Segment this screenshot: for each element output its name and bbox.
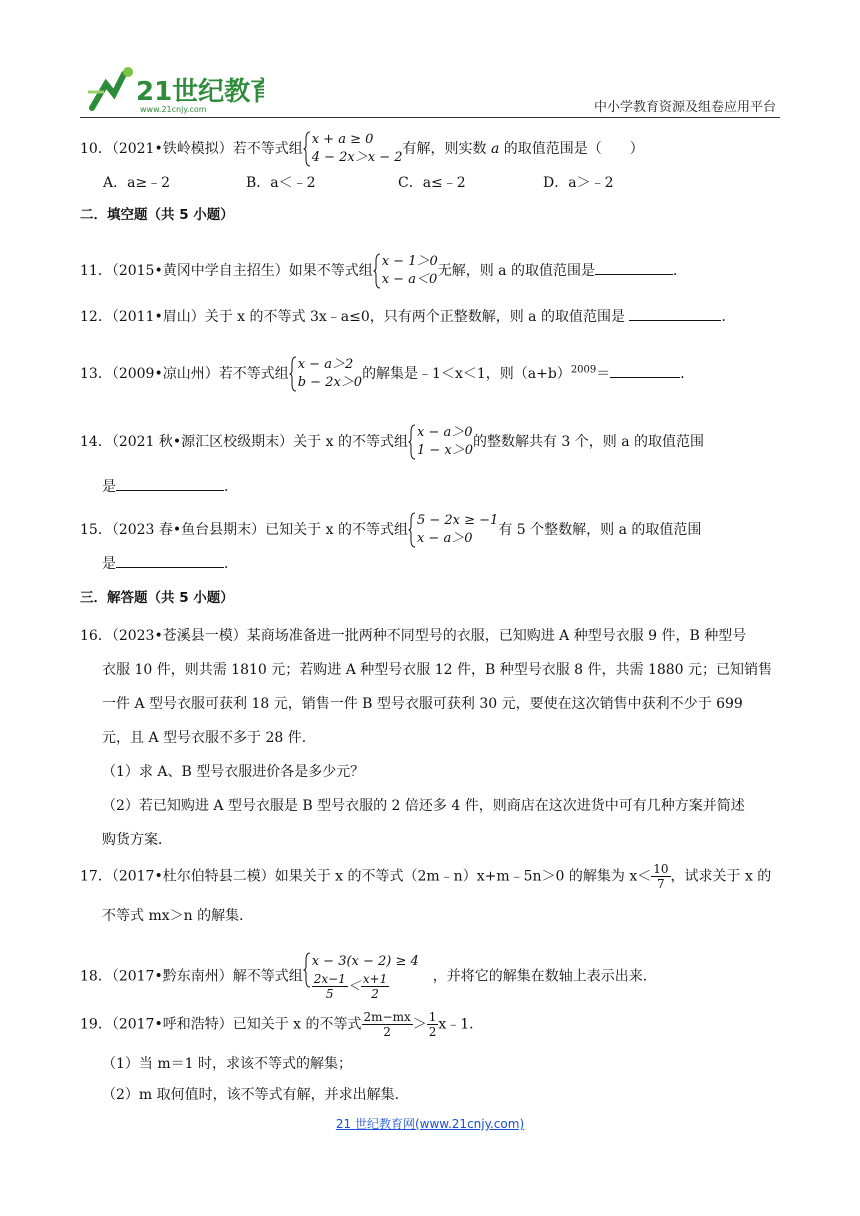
section-fill-blank: 二．填空题（共 5 小题） [80, 207, 234, 223]
question-16-line: 元，且 A 型号衣服不多于 28 件． [102, 730, 316, 746]
question-19-sub2: （2）m 取何值时，该不等式有解，并求出解集． [102, 1087, 409, 1103]
svg-text:www.21cnjy.com: www.21cnjy.com [140, 105, 207, 114]
question-17-cont: 不等式 mx＞n 的解集． [102, 908, 254, 924]
question-11: 11．（2015•黄冈中学自主招生）如果不等式组 x − 1＞0 x − a＜0 无解，则 a 的取值范围是 ． [80, 254, 687, 287]
answer-blank [629, 306, 721, 321]
question-10: 10．（2021•铁岭模拟）若不等式组 x + a ≥ 0 4 − 2x＞x − 2 有解，则实数 a 的取值范围是（ ） [80, 132, 644, 165]
question-16-line: 衣服 10 件，则共需 1810 元；若购进 A 种型号衣服 12 件，B 种型号衣服 8 件，共需 1880 元；已知销售 [102, 662, 773, 678]
answer-blank [610, 363, 680, 378]
answer-blank [595, 260, 673, 275]
question-18: 18．（2017•黔东南州）解不等式组 x − 3(x − 2) ≥ 4 $\frac{2x-1}{5}$ ＜ $\frac{x+1}{2}$ ，并将它的解集在数轴上表示出来． [80, 954, 657, 1001]
question-16-line: 购货方案． [102, 832, 172, 848]
option-b: B．a＜﹣2 [246, 175, 316, 191]
question-16-line: 16．（2023•苍溪县一模）某商场准备进一批两种不同型号的衣服，已知购进 A 种型号衣服 9 件，B 种型号 [80, 628, 747, 644]
svg-text:21世纪教育: 21世纪教育 [136, 77, 264, 107]
footer-link[interactable]: 21 世纪教育网(www.21cnjy.com) [335, 1117, 525, 1131]
answer-blank [116, 553, 224, 568]
question-16-sub1: （1）求 A、B 型号衣服进价各是多少元？ [102, 764, 365, 780]
answer-blank [116, 476, 224, 491]
question-14: 14．（2021 秋•源汇区校级期末）关于 x 的不等式组 x − a＞0 1 − x＞0 的整数解共有 3 个，则 a 的取值范围 [80, 425, 705, 458]
question-15-cont: 是 ． [102, 553, 780, 574]
question-13: 13．（2009•凉山州）若不等式组 x − a＞2 b − 2x＞0 的解集是﹣1＜x＜1，则$(a+b)^{2009}=$ ． [80, 357, 695, 390]
inequality-system: x + a ≥ 0 4 − 2x＞x − 2 [303, 131, 403, 167]
question-16-line: 一件 A 型号衣服可获利 18 元，销售一件 B 型号衣服可获利 30 元，要使在这次销售中获利不少于 699 [102, 696, 743, 712]
fraction: $\frac{10}{7}$ [653, 862, 669, 891]
header-divider [80, 117, 780, 118]
site-logo [84, 64, 264, 116]
question-19: 19．（2017•呼和浩特）已知关于 x 的不等式 $\frac{2m-mx}{2}$ ＞ $\frac{1}{2}$ x﹣1． [80, 1010, 484, 1039]
question-16-sub2: （2）若已知购进 A 型号衣服是 B 型号衣服的 2 倍还多 4 件，则商店在这次进货中可有几种方案并简述 [102, 798, 745, 814]
question-12: 12．（2011•眉山）关于 x 的不等式 3x﹣a≤0，只有两个正整数解，则 a 的取值范围是 ． [80, 306, 780, 327]
option-c: C．a≤﹣2 [398, 175, 466, 191]
platform-name: 中小学教育资源及组卷应用平台 [593, 100, 776, 115]
option-d: D．a＞﹣2 [543, 175, 614, 191]
question-14-cont: 是 ． [102, 476, 780, 497]
option-a: A．a≥﹣2 [103, 175, 171, 191]
question-15: 15．（2023 春•鱼台县期末）已知关于 x 的不等式组 5 − 2x ≥ −1 x − a＞0 有 5 个整数解，则 a 的取值范围 [80, 513, 702, 546]
question-17: 17．（2017•杜尔伯特县二模）如果关于 x 的不等式（2m﹣n）x+m﹣5n＞0 的解集为 x＜ $\frac{10}{7}$ ，试求关于 x 的 [80, 862, 772, 891]
section-solve: 三．解答题（共 5 小题） [80, 590, 234, 606]
question-19-sub1: （1）当 m＝1 时，求该不等式的解集； [102, 1056, 352, 1072]
